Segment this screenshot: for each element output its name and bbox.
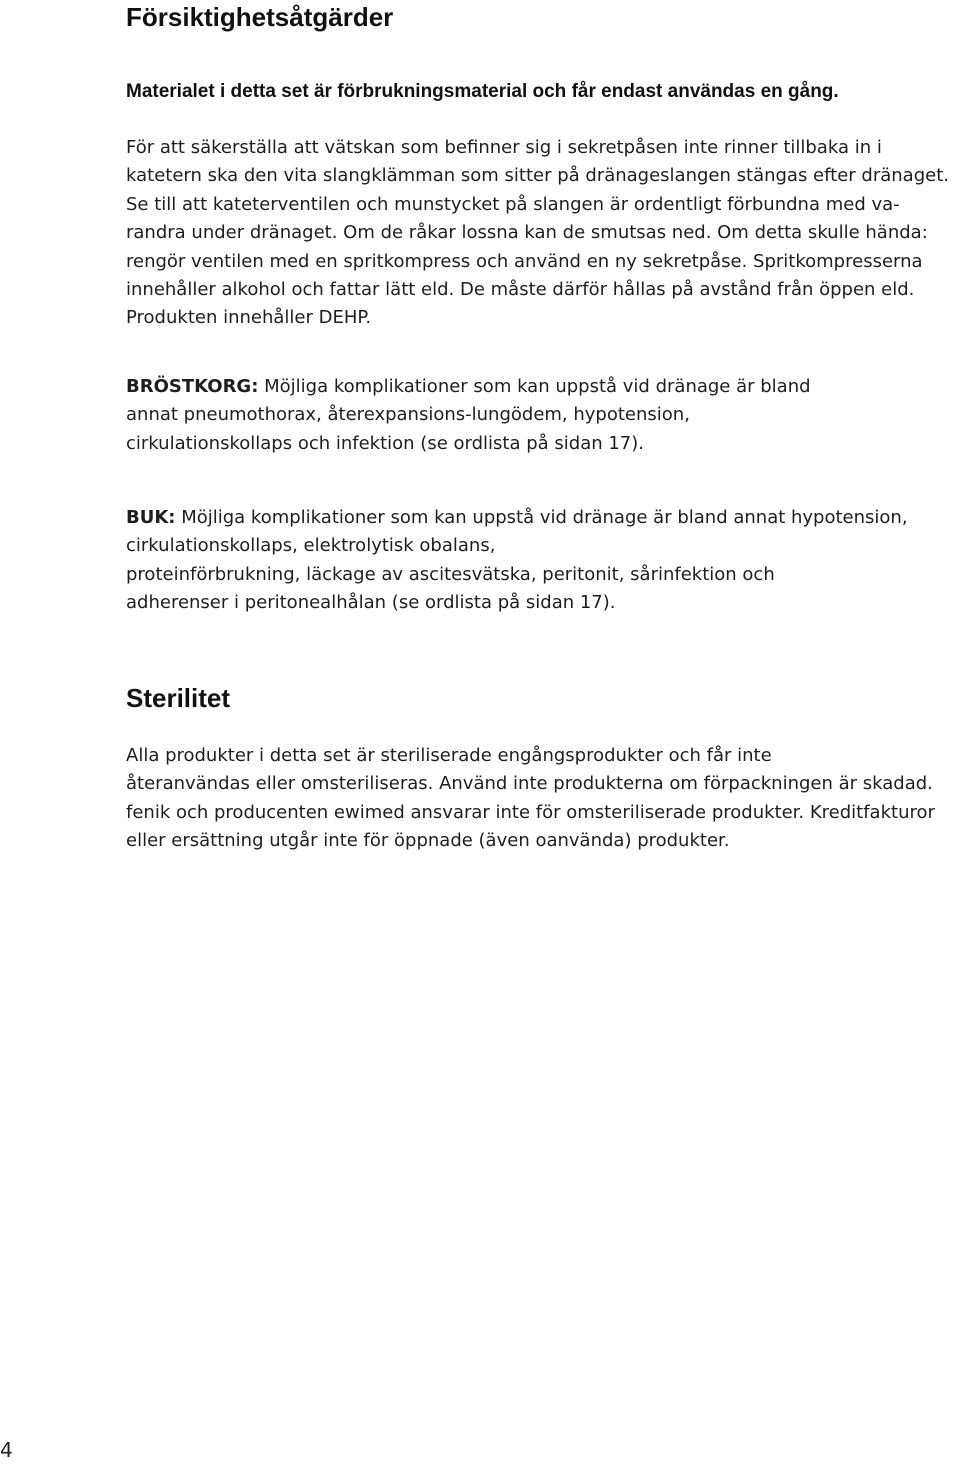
sterility-line: återanvändas eller omsteriliseras. Använd inte produkterna om förpackningen är skadad. — [126, 773, 933, 795]
abdomen-complications-line: adherenser i peritonealhålan (se ordlista på sidan 17). — [126, 592, 616, 614]
precautions-lead-line: Materialet i detta set är förbrukningsmaterial och får endast användas en gång. — [126, 81, 839, 102]
abdomen-complications-line — [126, 504, 908, 532]
abdomen-complications-line: cirkulationskollaps, elektrolytisk obalans, — [126, 535, 496, 557]
page-number: 4 — [0, 1438, 13, 1462]
chest-complications-line: annat pneumothorax, återexpansions-lungödem, hypotension, — [126, 404, 690, 426]
sterility-line: eller ersättning utgår inte för öppnade (även oanvända) produkter. — [126, 830, 730, 852]
precautions-body-paragraph — [126, 134, 949, 333]
precautions-body-line: Se till att kateterventilen och munstycket på slangen är ordentligt förbundna med va- — [126, 193, 900, 215]
abdomen-complications-line: proteinförbrukning, läckage av ascitesvätska, peritonit, sårinfektion och — [126, 563, 775, 585]
abdomen-complications-paragraph — [126, 504, 908, 618]
chest-line1-text: Möjliga komplikationer som kan uppstå vid dränage är bland — [258, 376, 811, 397]
sterility-paragraph — [126, 742, 935, 856]
precautions-body-line: rengör ventilen med en spritkompress och använd en ny sekretpåse. Spritkompresserna — [126, 250, 923, 272]
abdomen-line1-text: Möjliga komplikationer som kan uppstå vid dränage är bland annat hypotension, — [175, 507, 908, 528]
chest-complications-line — [126, 373, 811, 401]
chest-complications-line: cirkulationskollaps och infektion (se ordlista på sidan 17). — [126, 432, 645, 454]
abdomen-label: BUK: — [126, 507, 176, 528]
precautions-body-line: Produkten innehåller DEHP. — [126, 307, 372, 329]
sterility-line: fenik och producenten ewimed ansvarar inte för omsteriliserade produkter. Kreditfakturor — [126, 801, 935, 823]
precautions-body-line: randra under dränaget. Om de råkar lossna kan de smutsas ned. Om detta skulle hända: — [126, 222, 928, 244]
precautions-lead-text — [126, 78, 839, 106]
precautions-body-line: katetern ska den vita slangklämman som sitter på dränageslangen stängas efter dränaget. — [126, 165, 949, 187]
section-heading-sterility: Sterilitet — [126, 683, 231, 713]
section-heading-precautions: Försiktighetsåtgärder — [126, 2, 394, 32]
precautions-body-line: innehåller alkohol och fattar lätt eld. De måste därför hållas på avstånd från öppen eld. — [126, 279, 915, 301]
sterility-line: Alla produkter i detta set är steriliserade engångsprodukter och får inte — [126, 745, 772, 766]
chest-complications-paragraph — [126, 373, 811, 458]
precautions-body-line: För att säkerställa att vätskan som befinner sig i sekretpåsen inte rinner tillbaka in i — [126, 137, 882, 158]
chest-label: BRÖSTKORG: — [126, 376, 259, 397]
